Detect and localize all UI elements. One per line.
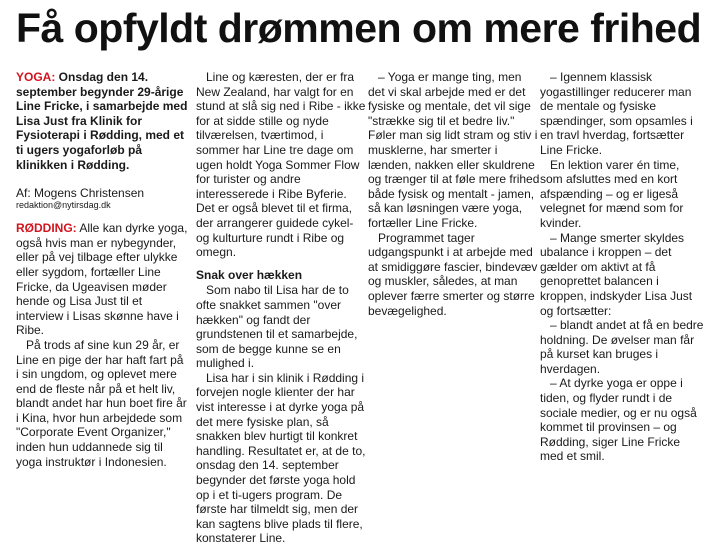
body-paragraph-9: En lektion varer én time, som afsluttes med en kort afspænding – og er ligeså velegnet for mænd som for kvinder. xyxy=(540,157,684,230)
body-paragraph-8: – Igennem klassisk yogastillinger reducerer man de mentale og fysiske spændinger, som opsamles i en travl hverdag, fortsætter Line Fricke. xyxy=(540,70,693,157)
body-paragraph-10: – Mange smerter skyldes ubalance i kroppen – det gælder om aktivt at få genoprettet balancen i kroppen, indskyder Lisa Just og fortsætter: xyxy=(540,230,693,318)
body-paragraph-12: – At dyrke yoga er oppe i tiden, og flyder rundt i de sociale medier, og er nu også kommet til provinsen – og Rødding, siger Line Fricke med et smil. xyxy=(540,376,697,464)
body-kicker: RØDDING: xyxy=(16,221,77,236)
body-paragraph-7: Programmet tager udgangspunkt i at arbejde med at smidiggøre fascier, bindevæv og muskler, således, at man oplever færre smerter og større bevægelighed. xyxy=(368,230,538,318)
intro-paragraph xyxy=(16,70,188,172)
body-paragraph-1 xyxy=(16,221,188,338)
byline-author: Af: Mogens Christensen xyxy=(16,186,145,201)
column-2 xyxy=(196,70,368,546)
body-paragraph-2: På trods af sine kun 29 år, er Line en pige der har haft fart på i sin ungdom, og oplevet mere end de fleste når på et helt liv, blandt andet har hun boet fire år i Kina, hvor hun arbejdede som "Corporate Event Organizer," inden hun uddannede sig til yoga instruktør i Indonesien. xyxy=(16,337,187,469)
headline: Få opfyldt drømmen om mere frihed xyxy=(16,5,702,51)
body-paragraph-4: Som nabo til Lisa har de to ofte snakket sammen "over hækken" og fandt der grundstenen til et samarbejde, som de begge kunne se en mulighed i. xyxy=(196,283,358,371)
column-4 xyxy=(540,70,705,464)
intro-kicker: YOGA: xyxy=(16,70,56,84)
subhead: Snak over hækken xyxy=(196,267,303,282)
body-paragraph-3: Line og kæresten, der er fra New Zealand, har valgt for en stund at slå sig ned i Ribe - ikke for at sidde stille og nyde tilværelsen, tværtimod, i sommer har Line tre dage om ugen holdt Yoga Sommer Flow for turister og andre interesserede i Ribe Byferie. Det er også blevet til et firma, der arrangerer guidede cykel- og kulturture rundt i Ribe og omegn. xyxy=(196,70,366,260)
body-paragraph-6: – Yoga er mange ting, men det vi skal arbejde med er det fysiske og mentale, det vil sige "strække sig til et bedre liv." Føler man sig lidt stram og stiv i musklerne, har smerter i lænden, nakken eller skuldrene og trænger til at føle mere frihed både fysisk og mentalt - jamen, så kan løsningen være yoga, fortæller Line Fricke. xyxy=(368,70,540,230)
body-paragraph-5: Lisa har i sin klinik i Rødding i forvejen nogle klienter der har vist interesse i at dyrke yoga på det mere fysiske plan, så snakken blev hurtigt til konkret handling. Resultatet er, at de to, onsdag den 14. september begynder det første yoga hold op i et ti-ugers program. De første har tilmeldt sig, men der kan sagtens blive plads til flere, konstaterer Line. xyxy=(196,370,366,546)
byline-email: redaktion@nytirsdag.dk xyxy=(16,200,111,211)
intro-text: Onsdag den 14. september begynder 29-årige Line Fricke, i samarbejde med Lisa Just fra Klinik for Fysioterapi i Rødding, med et ti ugers yogaforløb på klinikken i Rødding. xyxy=(16,70,188,172)
column-3 xyxy=(368,70,540,318)
body-paragraph-11: – blandt andet at få en bedre holdning. De øvelser man får på kurset kan bruges i hverdagen. xyxy=(540,318,704,376)
column-1 xyxy=(16,70,188,469)
body-text-1: Alle kan dyrke yoga, også hvis man er nybegynder, eller på vej tilbage efter ulykke eller sygdom, fortæller Line Fricke, da Ugeavisen møder hende og Lisa Just til et interview i Lisas skønne have i Ribe. xyxy=(16,221,188,338)
